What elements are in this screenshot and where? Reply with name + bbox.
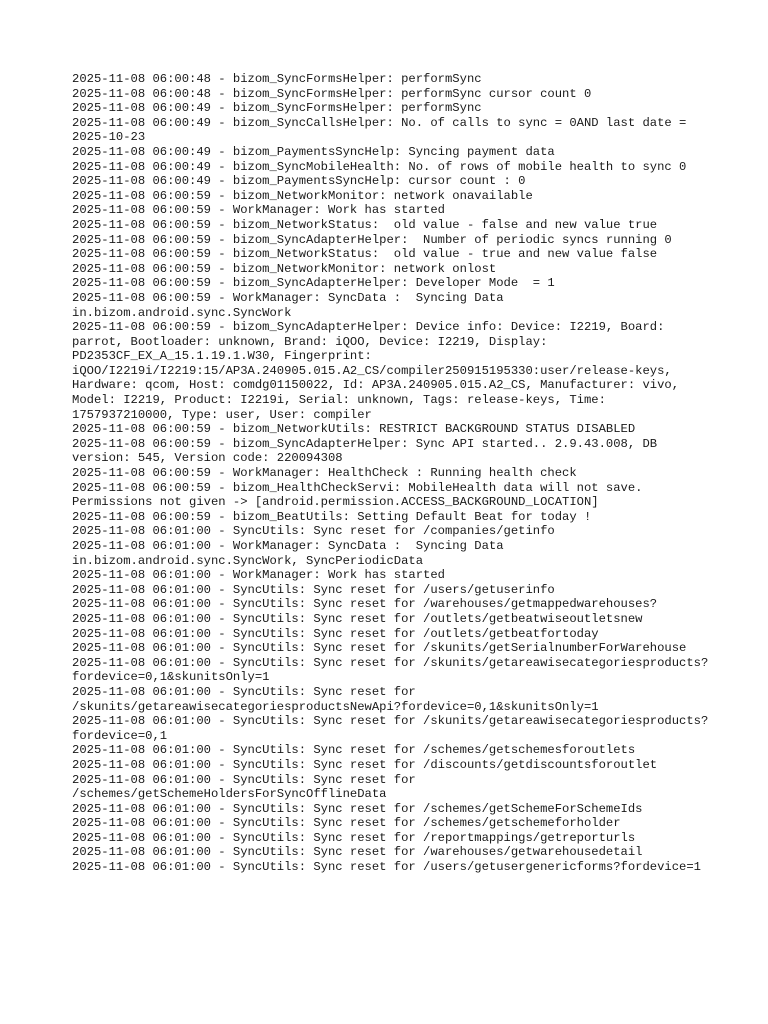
log-line: 2025-11-08 06:01:00 - SyncUtils: Sync reset for /skunits/getareawisecategoriesproductsNewApi?fordevice=0,1&skunitsOnly=1 [72, 684, 599, 714]
log-line: 2025-11-08 06:01:00 - SyncUtils: Sync reset for /skunits/getareawisecategoriesproducts?fordevice=0,1 [72, 714, 709, 743]
log-line: 2025-11-08 06:01:00 - SyncUtils: Sync reset for /users/getuserinfo [72, 582, 555, 597]
log-line: 2025-11-08 06:01:00 - SyncUtils: Sync reset for /schemes/getSchemeForSchemeIds [72, 801, 643, 816]
log-line: 2025-11-08 06:00:59 - WorkManager: HealthCheck : Running health check [72, 466, 577, 481]
log-line: 2025-11-08 06:00:59 - bizom_SyncAdapterHelper: Developer Mode = 1 [72, 276, 555, 291]
log-line: 2025-11-08 06:01:00 - SyncUtils: Sync reset for /schemes/getschemesforoutlets [72, 743, 636, 758]
log-line: 2025-11-08 06:01:00 - SyncUtils: Sync reset for /reportmappings/getreporturls [72, 830, 636, 845]
log-line: 2025-11-08 06:00:59 - bizom_SyncAdapterHelper: Number of periodic syncs running 0 [72, 232, 672, 247]
log-line: 2025-11-08 06:01:00 - SyncUtils: Sync reset for /outlets/getbeatfortoday [72, 626, 599, 641]
log-line: 2025-11-08 06:01:00 - SyncUtils: Sync reset for /schemes/getSchemeHoldersForSyncOfflineData [72, 772, 424, 802]
log-line: 2025-11-08 06:00:49 - bizom_SyncCallsHelper: No. of calls to sync = 0AND last date = 2025-10-23 [72, 115, 694, 145]
log-line: 2025-11-08 06:01:00 - SyncUtils: Sync reset for /warehouses/getwarehousedetail [72, 845, 643, 860]
log-line: 2025-11-08 06:00:59 - bizom_NetworkMonitor: network onlost [72, 261, 497, 276]
log-line: 2025-11-08 06:00:49 - bizom_PaymentsSyncHelp: Syncing payment data [72, 144, 555, 159]
log-line: 2025-11-08 06:00:49 - bizom_PaymentsSyncHelp: cursor count : 0 [72, 174, 526, 189]
log-line: 2025-11-08 06:01:00 - SyncUtils: Sync reset for /schemes/getschemeforholder [72, 816, 621, 831]
log-line: 2025-11-08 06:00:59 - bizom_NetworkUtils: RESTRICT BACKGROUND STATUS DISABLED [72, 422, 636, 437]
log-line: 2025-11-08 06:00:49 - bizom_SyncMobileHealth: No. of rows of mobile health to sync 0 [72, 159, 687, 174]
log-line: 2025-11-08 06:00:59 - bizom_NetworkMonitor: network onavailable [72, 188, 533, 203]
log-text-block [72, 72, 712, 875]
log-line: 2025-11-08 06:00:59 - bizom_NetworkStatus: old value - true and new value false [72, 247, 658, 262]
log-line: 2025-11-08 06:00:48 - bizom_SyncFormsHelper: performSync cursor count 0 [72, 86, 592, 101]
log-line: 2025-11-08 06:00:49 - bizom_SyncFormsHelper: performSync [72, 101, 482, 116]
log-line: 2025-11-08 06:01:00 - SyncUtils: Sync reset for /warehouses/getmappedwarehouses? [72, 597, 658, 612]
log-line: 2025-11-08 06:01:00 - SyncUtils: Sync reset for /skunits/getareawisecategoriesproducts?fordevice=0,1&skunitsOnly=1 [72, 655, 709, 685]
log-line: 2025-11-08 06:00:59 - bizom_SyncAdapterHelper: Device info: Device: I2219, Board: parrot, Bootloader: unknown, Brand: iQOO, Device: I2219, Display: PD2353CF_EX_A_15.1.19.1.W30, Fingerprint: iQOO/I2219i/I2219:15/AP3A.240905.015.A2_CS/compiler250915195330:user/release-keys, Hardware: qcom, Host: comdg01150022, Id: AP3A.240905.015.A2_CS, Manufacturer: vivo, Model: I2219, Product: I2219i, Serial: unknown, Tags: release-keys, Time: 1757937210000, Type: user, User: compiler [72, 320, 687, 422]
log-line: 2025-11-08 06:00:59 - bizom_HealthCheckServi: MobileHealth data will not save. Permissions not given -> [android.permission.ACCESS_BACKGROUND_LOCATION] [72, 480, 650, 510]
log-line: 2025-11-08 06:00:59 - bizom_BeatUtils: Setting Default Beat for today ! [72, 509, 592, 524]
log-line: 2025-11-08 06:00:59 - bizom_SyncAdapterHelper: Sync API started.. 2.9.43.008, DB version: 545, Version code: 220094308 [72, 436, 665, 466]
log-line: 2025-11-08 06:01:00 - WorkManager: Work has started [72, 568, 445, 583]
log-line: 2025-11-08 06:00:48 - bizom_SyncFormsHelper: performSync [72, 72, 482, 86]
log-line: 2025-11-08 06:00:59 - WorkManager: SyncData : Syncing Data in.bizom.android.sync.SyncWork [72, 290, 511, 320]
log-line: 2025-11-08 06:01:00 - SyncUtils: Sync reset for /companies/getinfo [72, 524, 555, 539]
log-line: 2025-11-08 06:01:00 - SyncUtils: Sync reset for /discounts/getdiscountsforoutlet [72, 757, 658, 772]
log-line: 2025-11-08 06:00:59 - WorkManager: Work has started [72, 203, 445, 218]
log-line: 2025-11-08 06:01:00 - SyncUtils: Sync reset for /skunits/getSerialnumberForWarehouse [72, 641, 687, 656]
log-line: 2025-11-08 06:01:00 - WorkManager: SyncData : Syncing Data in.bizom.android.sync.SyncWork, SyncPeriodicData [72, 539, 511, 568]
log-line: 2025-11-08 06:00:59 - bizom_NetworkStatus: old value - false and new value true [72, 217, 658, 232]
log-line: 2025-11-08 06:01:00 - SyncUtils: Sync reset for /outlets/getbeatwiseoutletsnew [72, 611, 643, 626]
log-line: 2025-11-08 06:01:00 - SyncUtils: Sync reset for /users/getusergenericforms?fordevice=1 [72, 860, 701, 875]
